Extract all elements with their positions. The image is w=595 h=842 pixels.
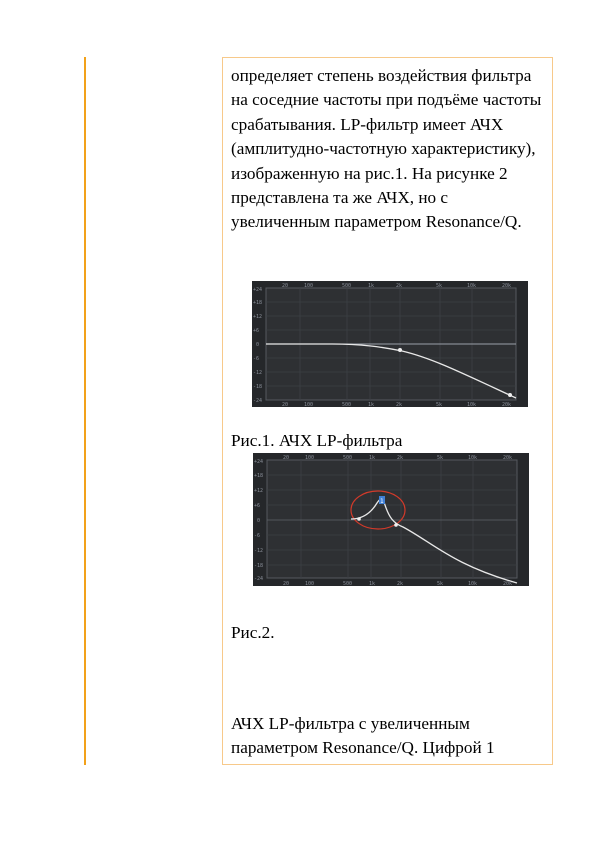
- fig1-db-label: 0: [256, 342, 260, 348]
- caption-figure-1: Рис.1. АЧХ LP-фильтра: [231, 431, 403, 450]
- fig2-freq-label: 20: [283, 455, 290, 461]
- fig1-freq-label-bottom: 20: [282, 402, 289, 407]
- fig2-freq-label: 20k: [503, 455, 513, 461]
- fig1-freq-label-bottom: 2k: [396, 402, 403, 407]
- fig1-db-label: -6: [253, 356, 260, 362]
- fig1-db-label: +18: [253, 300, 263, 306]
- fig2-freq-label-bottom: 1k: [369, 581, 376, 586]
- fig1-freq-label-bottom: 10k: [467, 402, 477, 407]
- fig1-freq-label: 5k: [436, 283, 443, 289]
- fig1-freq-label-bottom: 500: [342, 402, 352, 407]
- left-accent-rule: [84, 57, 86, 765]
- fig2-db-label: +24: [254, 459, 264, 465]
- fig1-freq-label: 2k: [396, 283, 403, 289]
- fig1-db-label: -12: [253, 370, 263, 376]
- fig1-db-label: +12: [253, 314, 263, 320]
- figure-1-lp-response: [252, 281, 528, 407]
- fig1-freq-label-bottom: 20k: [502, 402, 512, 407]
- fig2-freq-label: 10k: [468, 455, 478, 461]
- fig1-freq-label-bottom: 100: [304, 402, 314, 407]
- fig2-freq-label: 100: [305, 455, 315, 461]
- fig2-db-label: 0: [257, 518, 261, 524]
- fig1-db-label: -24: [253, 398, 263, 404]
- fig2-freq-label: 500: [343, 455, 353, 461]
- resonance-peak-marker: [379, 496, 385, 505]
- fig1-db-label: +24: [253, 287, 263, 293]
- fig2-db-label: +6: [254, 503, 261, 509]
- fig2-freq-label: 5k: [437, 455, 444, 461]
- fig1-freq-label-bottom: 1k: [368, 402, 375, 407]
- fig1-freq-label: 500: [342, 283, 352, 289]
- fig2-freq-label-bottom: 5k: [437, 581, 444, 586]
- fig1-freq-label: 10k: [467, 283, 477, 289]
- fig1-db-label: -18: [253, 384, 263, 390]
- paragraph-top: определяет степень воздействия фильтра на соседние частоты при подъёме частоты срабатывания. LP-фильтр имеет АЧХ (амплитудно-частотную характеристику), изображенную на рис.1. На рисунке 2 представлена та же АЧХ, но с увеличенным параметром Resonance/Q.: [231, 66, 542, 232]
- fig1-freq-label: 20k: [502, 283, 512, 289]
- fig2-db-label: -18: [254, 563, 264, 569]
- fig2-freq-label: 2k: [397, 455, 404, 461]
- fig1-db-label: +6: [253, 328, 260, 334]
- fig2-db-label: +18: [254, 473, 264, 479]
- fig2-freq-label-bottom: 500: [343, 581, 353, 586]
- fig2-freq-label-bottom: 100: [305, 581, 315, 586]
- fig2-freq-label: 1k: [369, 455, 376, 461]
- fig2-db-label: +12: [254, 488, 264, 494]
- fig2-freq-label-bottom: 10k: [468, 581, 478, 586]
- fig2-freq-label-bottom: 20: [283, 581, 290, 586]
- fig1-freq-label: 100: [304, 283, 314, 289]
- paragraph-bottom: АЧХ LP-фильтра с увеличенным параметром Resonance/Q. Цифрой 1: [231, 714, 495, 758]
- fig2-db-label: -6: [254, 533, 261, 539]
- fig2-db-label: -12: [254, 548, 264, 554]
- marker-label: 1: [380, 498, 384, 505]
- figure-2-lp-response-resonance: [253, 453, 529, 586]
- fig1-freq-label: 20: [282, 283, 289, 289]
- fig2-freq-label-bottom: 20k: [503, 581, 513, 586]
- fig1-freq-label-bottom: 5k: [436, 402, 443, 407]
- caption-figure-2: Рис.2.: [231, 623, 275, 642]
- fig2-freq-label-bottom: 2k: [397, 581, 404, 586]
- fig1-freq-label: 1k: [368, 283, 375, 289]
- fig2-db-label: -24: [254, 576, 264, 582]
